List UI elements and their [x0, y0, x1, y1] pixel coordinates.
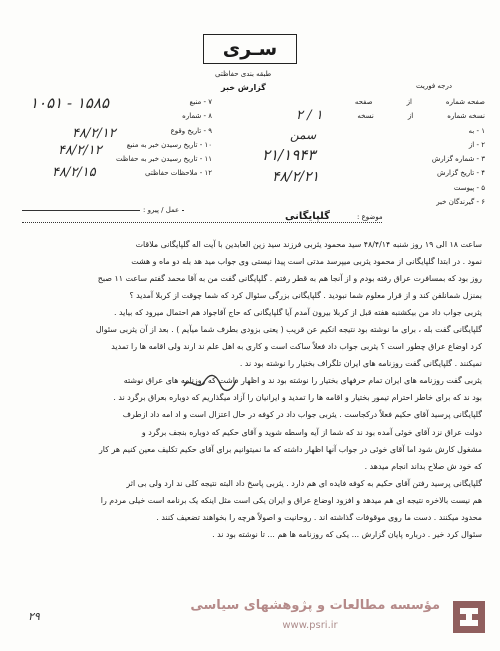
watermark-url: www.psri.ir [282, 620, 338, 631]
body-line: یثربی گفت روزنامه های ایران تمام حرفهای بختیار را نوشته بود ند و اظهار داشت که روزنامه های عراق نوشته [123, 376, 482, 386]
body-line: گلپایگانی پرسید رفتن آقای حکیم به کوفه فایده ای هم دارد . یثربی پاسخ داد البته نتیجه کلی ند ارد ولی بی اثر [126, 478, 482, 488]
form-fields-right [350, 95, 485, 209]
body-line: سئوال کرد خیر . درباره پایان گزارش ... یکی که روزنامه ها هم ... تا نوشته بود ند . [212, 529, 482, 539]
report-title: گزارش خبر [221, 83, 266, 92]
handwritten-copy-of: سمن [290, 128, 317, 142]
body-line: بمنزل شمانلفن کند و از قرار معلوم شما نبودید . گلپایگانی بزرگی سئوال کرد که شما چوقت از کربلا آمدید ؟ [129, 291, 482, 301]
field-row: ۱۰ - تاریخ رسیدن خبر به منبع [126, 140, 212, 149]
action-label: عمل / پیرو : [140, 206, 182, 214]
field-row: ۲ - از [468, 140, 485, 149]
body-line: که خود ش صلاح بداند انجام میدهد . [364, 461, 482, 471]
body-line: دولت عراق نزد آقای خوئی آمده بود ند که شما از آیه واسطه شوید و آقای حکیم که دوباره بنجف برگرد و [141, 427, 482, 437]
field-row: ۱۱ - تاریخ رسیدن خبر به حفاظت [116, 155, 212, 164]
field-row: نسخه شماره از نسخه [357, 112, 485, 121]
classification-stamp [203, 34, 297, 64]
field-row: ۳ - شماره گزارش [431, 155, 485, 164]
handwritten-source-number: ۱۰۵۱ - ۱۵۸۵ [30, 94, 110, 112]
classification-text: سـری [222, 38, 278, 60]
body-line: روز بود که بمسافرت عراق رفته بودم و از آنجا هم به قطر رفتم . گلپایگانی گفت من به آقا محمد گفتم ساعت ۱۱ صبح [97, 274, 482, 284]
subject-label: موضوع : [354, 213, 386, 221]
body-line: گلپایگانی گفت بله ، برای ما نوشته بود نتیجه انکیم عن قریب ( یعنی بزودی بطرف شما میآیم ) . بعد از آن یثربی سئوال [95, 325, 482, 335]
field-row: ۹ - تاریخ وقوع [170, 126, 212, 135]
classification-level-label: طبقه بندی حفاظتی [215, 70, 272, 78]
archive-logo-icon [452, 600, 486, 634]
body-line: ساعت ۱۸ الی ۱۹ روز شنبه ۴۸/۴/۱۴ سید محمود یثربی فرزند سید زین العابدین با آیت اله گلپایگانی ملاقات [135, 240, 482, 249]
field-row: ۸ - شماره [182, 112, 212, 121]
body-line: نمود . در ابتدا گلپایگانی از محمود یثربی میپرسد مدتی است پیدا نیستی وی جواب مید هد بله دو ماه و هشت [131, 257, 482, 267]
handwritten-report-number: ۲۱/۱۹۴۳ [262, 146, 316, 164]
handwritten-scribble [180, 372, 240, 396]
subject-rule [22, 222, 382, 223]
handwritten-page-of: ۲ / ۱ [296, 108, 323, 123]
body-line: هم نیست بالاخره نتیجه ای هم میدهد و افزود اوضاع عراق و ایران یکی است مثل اینکه یک برنامه است خیلی مردم را [100, 495, 482, 505]
body-line: محدود میکنند . دست ما روی موقوفات گذاشته اند . روحانیت و اصولاً هرچه را بخواهند تضعیف کنند . [156, 512, 482, 522]
signature-number: ۲۹ [28, 610, 40, 623]
field-row: صفحه شماره از صفحه [354, 98, 485, 106]
field-row: ۱۲ - ملاحظات حفاظتی [145, 169, 212, 178]
field-row: ۵ - پیوست [453, 183, 485, 192]
body-line: نمیکنند . گلپایگانی گفت روزنامه های ایران تلگراف بختیار را نوشته بود ند . [239, 359, 482, 369]
form-fields-left [112, 95, 212, 181]
handwritten-date-source: ۴۸/۲/۱۲ [58, 143, 102, 158]
body-line: گلپایگانی پرسید آقای حکیم فعلاً درکجاست . یثربی جواب داد در کوفه در حال اعتزال است و اد امه داد ازطرف [122, 410, 482, 420]
archive-watermark [180, 596, 440, 646]
field-row: ۷ - منبع [189, 98, 212, 106]
body-line: کرد اوضاع عراق چطور است ؟ یثربی جواب داد فعلاً ساکت است و کاری به اهل علم ند ارند ولی اقامه ها را تمدید [111, 342, 482, 352]
handwritten-date-protection: ۴۸/۲/۱۵ [52, 165, 96, 180]
body-line: مشغول کارش شود اما آقای خوئی در جواب آنها اظهار داشته که ما نمیتوانیم برای آقای حکیم تکلیف معین کنیم هر کار [99, 444, 482, 454]
handwritten-report-date: ۴۸/۲/۲۱ [272, 169, 320, 185]
field-row: ۴ - تاریخ گزارش [437, 169, 485, 178]
watermark-org: مؤسسه مطالعات و پژوهشهای سیاسی [190, 598, 440, 613]
body-line: یثربی جواب داد من بیکشنبه هفته قبل از کربلا بیرون آمدم آیا گلپایگانی که حاج آقاجواد هم احتمال میرود که بیاید . [114, 308, 482, 318]
handwritten-date-occurrence: ۴۸/۲/۱۲ [72, 126, 116, 141]
field-row: ۱ - به [468, 126, 485, 135]
subject-value: گلپایگانی [282, 211, 333, 222]
body-line: بود ند که برای خاطر احترام تیمور بختیار و اقامه ها را تمدید و ایرانیان را آزاد میگذاریم که دوباره بعراق برگرد ند . [113, 393, 482, 403]
report-body [22, 236, 482, 543]
urgency-label: درجه فوریت [416, 82, 452, 90]
field-row: ۶ - گیرندگان خبر [436, 198, 485, 207]
